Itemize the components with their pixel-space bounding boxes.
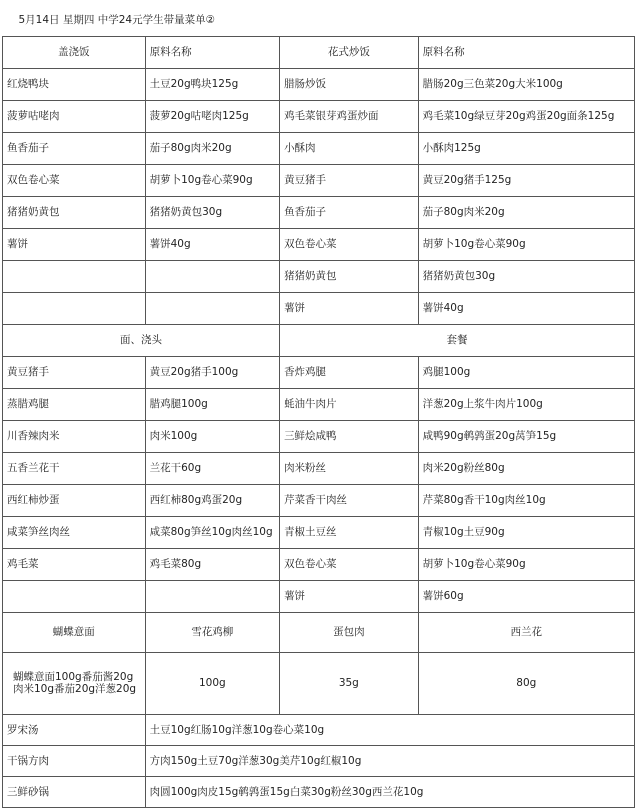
- section1-row: [3, 100, 635, 132]
- section2-row: [3, 388, 635, 420]
- table-cell: 黄豆猪手: [280, 164, 419, 196]
- table-cell: 黄豆20g猪手100g: [145, 356, 279, 388]
- table-cell: 兰花干60g: [145, 452, 279, 484]
- table-cell: 鸡毛菜10g绿豆芽20g鸡蛋20g面条125g: [418, 100, 634, 132]
- table-cell: 双色卷心菜: [280, 548, 419, 580]
- table-cell: 薯饼40g: [145, 228, 279, 260]
- table-cell: 黄豆猪手: [3, 356, 146, 388]
- table-cell: 薯饼40g: [418, 292, 634, 324]
- column-header: 原料名称: [145, 36, 279, 68]
- table-cell: [145, 292, 279, 324]
- soup-row: [3, 776, 635, 807]
- table-cell: 香炸鸡腿: [280, 356, 419, 388]
- table-cell: 猪猪奶黄包: [280, 260, 419, 292]
- table-cell: 咸鸭90g鹌鹑蛋20g莴笋15g: [418, 420, 634, 452]
- table-cell: 蚝油牛肉片: [280, 388, 419, 420]
- table-cell: 35g: [280, 652, 419, 714]
- table-cell: [3, 580, 146, 612]
- soup-row: [3, 714, 635, 745]
- section1-row: [3, 292, 635, 324]
- table-cell: 双色卷心菜: [280, 228, 419, 260]
- table-cell: 菠萝20g咕咾肉125g: [145, 100, 279, 132]
- table-cell: 100g: [145, 652, 279, 714]
- table-cell: 川香辣肉米: [3, 420, 146, 452]
- table-cell: 小酥肉125g: [418, 132, 634, 164]
- section1-row: [3, 196, 635, 228]
- table-cell: 土豆20g鸭块125g: [145, 68, 279, 100]
- soup-ingredients: 方肉150g土豆70g洋葱30g美芹10g红椒10g: [145, 745, 634, 776]
- section1-row: [3, 132, 635, 164]
- table-cell: 芹菜香干肉丝: [280, 484, 419, 516]
- section2-row: [3, 516, 635, 548]
- table-cell: 肉米20g粉丝80g: [418, 452, 634, 484]
- table-cell: 茄子80g肉米20g: [145, 132, 279, 164]
- table-cell: 猪猪奶黄包: [3, 196, 146, 228]
- table-cell: 青椒土豆丝: [280, 516, 419, 548]
- table-cell: 芹菜80g香干10g肉丝10g: [418, 484, 634, 516]
- soup-name: 三鲜砂锅: [3, 776, 146, 807]
- table-cell: 三鲜烩咸鸭: [280, 420, 419, 452]
- table-cell: 肉米100g: [145, 420, 279, 452]
- table-cell: 腊肠炒饭: [280, 68, 419, 100]
- table-cell: 肉米粉丝: [280, 452, 419, 484]
- section1-header-row: [3, 36, 635, 68]
- table-cell: 薯饼: [280, 292, 419, 324]
- column-header: 西兰花: [418, 612, 634, 652]
- table-cell: 猪猪奶黄包30g: [145, 196, 279, 228]
- section2-row: [3, 356, 635, 388]
- table-cell: 80g: [418, 652, 634, 714]
- table-cell: 鱼香茄子: [3, 132, 146, 164]
- column-header: 盖浇饭: [3, 36, 146, 68]
- menu-table-body: [3, 4, 635, 807]
- table-cell: 茄子80g肉米20g: [418, 196, 634, 228]
- soup-ingredients: 土豆10g红肠10g洋葱10g卷心菜10g: [145, 714, 634, 745]
- section2-row: [3, 548, 635, 580]
- column-header: 蝴蝶意面: [3, 612, 146, 652]
- table-cell: [3, 292, 146, 324]
- table-cell: 薯饼: [3, 228, 146, 260]
- table-cell: 小酥肉: [280, 132, 419, 164]
- table-cell: 鱼香茄子: [280, 196, 419, 228]
- table-cell: 红烧鸭块: [3, 68, 146, 100]
- table-cell: 薯饼60g: [418, 580, 634, 612]
- section3-header-row: [3, 612, 635, 652]
- section2-row: [3, 484, 635, 516]
- table-cell: 西红柿80g鸡蛋20g: [145, 484, 279, 516]
- section3-value-row: [3, 652, 635, 714]
- table-cell: 青椒10g土豆90g: [418, 516, 634, 548]
- table-cell: 五香兰花干: [3, 452, 146, 484]
- section2-row: [3, 420, 635, 452]
- soup-row: [3, 745, 635, 776]
- table-cell: 腊鸡腿100g: [145, 388, 279, 420]
- column-header: 套餐: [280, 324, 635, 356]
- column-header: 雪花鸡柳: [145, 612, 279, 652]
- table-cell: 双色卷心菜: [3, 164, 146, 196]
- soup-name: 干锅方肉: [3, 745, 146, 776]
- section2-row: [3, 580, 635, 612]
- section1-row: [3, 164, 635, 196]
- soup-ingredients: 肉圆100g肉皮15g鹌鹑蛋15g白菜30g粉丝30g西兰花10g: [145, 776, 634, 807]
- table-cell: 咸菜80g笋丝10g肉丝10g: [145, 516, 279, 548]
- table-cell: 鸡腿100g: [418, 356, 634, 388]
- table-cell: 蒸腊鸡腿: [3, 388, 146, 420]
- section2-header-row: [3, 324, 635, 356]
- section2-row: [3, 452, 635, 484]
- menu-title: 5月14日 星期四 中学24元学生带量菜单②: [3, 4, 635, 36]
- table-cell: 薯饼: [280, 580, 419, 612]
- table-cell: 咸菜笋丝肉丝: [3, 516, 146, 548]
- table-cell: [145, 260, 279, 292]
- table-cell: 胡萝卜10g卷心菜90g: [418, 228, 634, 260]
- table-cell: 洋葱20g上浆牛肉片100g: [418, 388, 634, 420]
- table-cell: 鸡毛菜银芽鸡蛋炒面: [280, 100, 419, 132]
- table-cell: 胡萝卜10g卷心菜90g: [418, 548, 634, 580]
- table-cell: 蝴蝶意面100g番茄酱20g肉米10g番茄20g洋葱20g: [3, 652, 146, 714]
- section1-row: [3, 260, 635, 292]
- table-cell: 鸡毛菜: [3, 548, 146, 580]
- section1-row: [3, 68, 635, 100]
- column-header: 面、浇头: [3, 324, 280, 356]
- menu-table: [2, 4, 635, 808]
- table-cell: [145, 580, 279, 612]
- column-header: 花式炒饭: [280, 36, 419, 68]
- column-header: 蛋包肉: [280, 612, 419, 652]
- table-cell: 鸡毛菜80g: [145, 548, 279, 580]
- table-cell: 菠萝咕咾肉: [3, 100, 146, 132]
- title-row: [3, 4, 635, 36]
- table-cell: 西红柿炒蛋: [3, 484, 146, 516]
- soup-name: 罗宋汤: [3, 714, 146, 745]
- table-cell: 猪猪奶黄包30g: [418, 260, 634, 292]
- table-cell: 腊肠20g三色菜20g大米100g: [418, 68, 634, 100]
- section1-row: [3, 228, 635, 260]
- table-cell: 胡萝卜10g卷心菜90g: [145, 164, 279, 196]
- table-cell: 黄豆20g猪手125g: [418, 164, 634, 196]
- column-header: 原料名称: [418, 36, 634, 68]
- table-cell: [3, 260, 146, 292]
